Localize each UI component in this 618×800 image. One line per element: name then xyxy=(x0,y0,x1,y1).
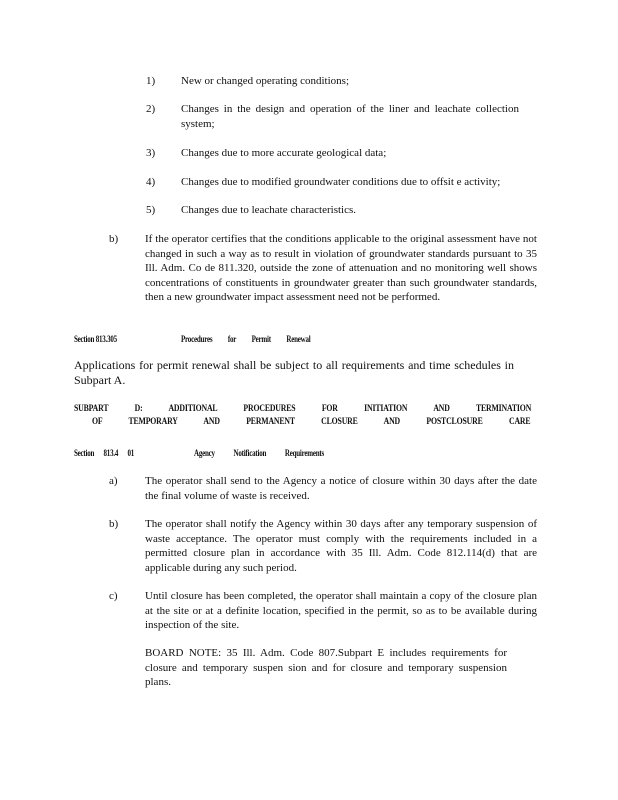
section-number: Section 813.305 xyxy=(74,334,117,344)
item-label: b) xyxy=(109,518,119,530)
list-number: 1) xyxy=(146,75,156,87)
list-item-text: Changes due to modified groundwater conditions due to offsit e activity; xyxy=(181,176,501,188)
board-note: BOARD NOTE: 35 Ill. Adm. Code 807.Subpart E includes requirements for closure and temporary suspen sion and for closure and temporary suspension plans. xyxy=(145,647,507,688)
subpart-heading-line2: OF TEMPORARY AND PERMANENT CLOSURE AND POSTCLOSURE CARE xyxy=(92,417,531,427)
list-item-text: Changes due to more accurate geological data; xyxy=(181,147,387,159)
item-paragraph: The operator shall send to the Agency a notice of closure within 30 days after the date the final volume of waste is received. xyxy=(145,475,537,502)
subpart-heading-line1: SUBPART D: ADDITIONAL PROCEDURES FOR INITIATION AND TERMINATION xyxy=(74,404,532,414)
list-item-text: Changes in the design and operation of the liner and leachate collection system; xyxy=(181,103,519,130)
list-number: 5) xyxy=(146,204,156,216)
item-paragraph: Until closure has been completed, the operator shall maintain a copy of the closure plan at the site or at a definite location, specified in the permit, so as to be available during inspection of the site. xyxy=(145,590,537,631)
list-number: 4) xyxy=(146,176,156,188)
section-title: Agency Notification Requirements xyxy=(194,448,325,458)
list-item-text: Changes due to leachate characteristics. xyxy=(181,204,357,216)
item-paragraph: The operator shall notify the Agency within 30 days after any temporary suspension of waste acceptance. The operator must comply with the requirements included in a permitted closure plan in accordance with 35 Ill. Adm. Code 812.114(d) that are applicable during any such period. xyxy=(145,518,537,574)
section-title: Procedures for Permit Renewal xyxy=(181,334,311,344)
list-item-text: New or changed operating conditions; xyxy=(181,75,350,87)
list-number: 3) xyxy=(146,147,156,159)
section-number: Section 813.4 01 xyxy=(74,448,135,458)
item-label: a) xyxy=(109,475,118,487)
item-label: b) xyxy=(109,233,119,245)
item-b-paragraph: If the operator certifies that the conditions applicable to the original assessment have not changed in such a way as to result in violation of groundwater standards pursuant to 35 Ill. Adm. Co de 811.320, outside the zone of attenuation and no monitoring well shows concentrations of constituents in groundwater greater than such groundwater standards, then a new groundwater impact assessment need not be performed. xyxy=(145,233,537,303)
section-body: Applications for permit renewal shall be subject to all requirements and time schedules in Subpart A. xyxy=(74,358,514,387)
item-label: c) xyxy=(109,590,118,602)
list-number: 2) xyxy=(146,103,156,115)
